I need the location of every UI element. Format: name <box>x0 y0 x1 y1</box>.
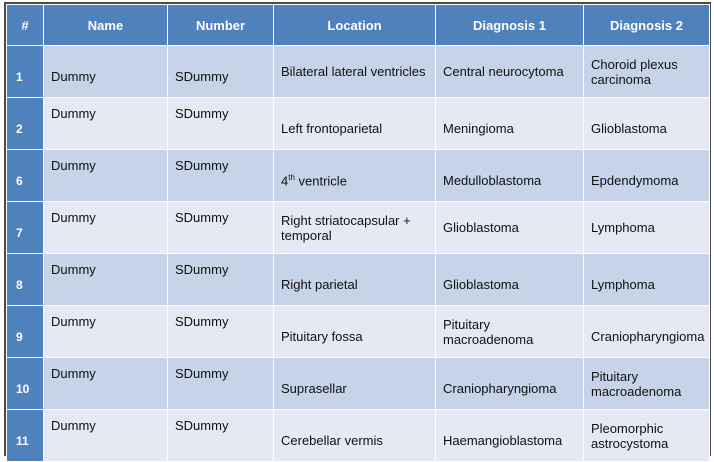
header-name: Name <box>44 5 168 46</box>
row-diagnosis-1: Central neurocytoma <box>436 46 584 98</box>
row-location: Left frontoparietal <box>274 98 436 150</box>
row-name: Dummy <box>44 98 168 150</box>
row-index: 10 <box>7 358 44 410</box>
row-location: Right parietal <box>274 254 436 306</box>
row-location: Pituitary fossa <box>274 306 436 358</box>
row-number: SDummy <box>168 46 274 98</box>
row-name: Dummy <box>44 254 168 306</box>
table-row <box>7 410 710 462</box>
location-rest: ventricle <box>294 173 347 189</box>
header-number: Number <box>168 5 274 46</box>
row-diagnosis-1: Pituitary macroadenoma <box>436 306 584 358</box>
row-index: 2 <box>7 98 44 150</box>
row-name: Dummy <box>44 46 168 98</box>
header-row <box>7 5 710 46</box>
row-name: Dummy <box>44 410 168 462</box>
row-diagnosis-1: Craniopharyngioma <box>436 358 584 410</box>
row-name: Dummy <box>44 306 168 358</box>
row-diagnosis-2: Lymphoma <box>584 254 710 306</box>
row-index: 8 <box>7 254 44 306</box>
location-base: 4 <box>281 173 289 189</box>
table-row <box>7 98 710 150</box>
row-diagnosis-1: Meningioma <box>436 98 584 150</box>
row-diagnosis-1: Glioblastoma <box>436 254 584 306</box>
location-superscript: th <box>288 172 295 182</box>
row-index: 6 <box>7 150 44 202</box>
row-index: 11 <box>7 410 44 462</box>
row-diagnosis-1: Glioblastoma <box>436 202 584 254</box>
row-diagnosis-2: Epdendymoma <box>584 150 710 202</box>
row-location: Suprasellar <box>274 358 436 410</box>
row-location: Right striatocapsular + temporal <box>274 202 436 254</box>
row-index: 9 <box>7 306 44 358</box>
row-number: SDummy <box>168 254 274 306</box>
row-diagnosis-2: Pituitary macroadenoma <box>584 358 710 410</box>
header-diagnosis-2: Diagnosis 2 <box>584 5 710 46</box>
row-number: SDummy <box>168 410 274 462</box>
row-diagnosis-1: Medulloblastoma <box>436 150 584 202</box>
row-location: Bilateral lateral ventricles <box>274 46 436 98</box>
row-diagnosis-1: Haemangioblastoma <box>436 410 584 462</box>
row-number: SDummy <box>168 358 274 410</box>
table-row <box>7 202 710 254</box>
row-diagnosis-2: Glioblastoma <box>584 98 710 150</box>
row-name: Dummy <box>44 358 168 410</box>
row-number: SDummy <box>168 202 274 254</box>
row-name: Dummy <box>44 150 168 202</box>
row-diagnosis-2: Craniopharyngioma <box>584 306 710 358</box>
row-name: Dummy <box>44 202 168 254</box>
table-row <box>7 306 710 358</box>
row-location: Cerebellar vermis <box>274 410 436 462</box>
diagnosis-table <box>6 4 710 462</box>
row-index: 1 <box>7 46 44 98</box>
row-number: SDummy <box>168 98 274 150</box>
row-number: SDummy <box>168 150 274 202</box>
row-diagnosis-2: Lymphoma <box>584 202 710 254</box>
table-row <box>7 358 710 410</box>
header-index: # <box>7 5 44 46</box>
row-diagnosis-2: Pleomorphic astrocystoma <box>584 410 710 462</box>
header-location: Location <box>274 5 436 46</box>
row-diagnosis-2: Choroid plexus carcinoma <box>584 46 710 98</box>
row-location <box>274 150 436 202</box>
row-number: SDummy <box>168 306 274 358</box>
table-frame <box>4 2 711 456</box>
header-diagnosis-1: Diagnosis 1 <box>436 5 584 46</box>
table-row <box>7 254 710 306</box>
table-row <box>7 46 710 98</box>
row-index: 7 <box>7 202 44 254</box>
table-row <box>7 150 710 202</box>
